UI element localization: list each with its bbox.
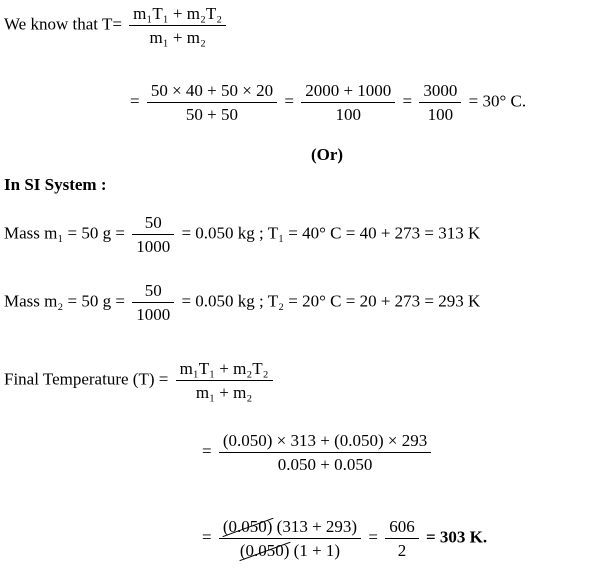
fraction-denominator: 0.050 + 0.050 [277, 455, 373, 474]
total-fraction [419, 82, 461, 123]
substitution-fraction [147, 82, 277, 123]
final-temperature-fraction [176, 360, 273, 401]
mass-one-fraction [132, 214, 174, 255]
fraction-numerator: m₁T₁ + m₂T₂ [129, 5, 226, 26]
or-separator: (Or) [311, 145, 344, 164]
equals-sign: = [402, 91, 413, 111]
fraction-denominator: 1000 [136, 305, 171, 324]
simplified-fraction [385, 518, 419, 559]
final-result: = 303 K. [425, 527, 488, 547]
equals-sign: = [130, 91, 140, 111]
fraction-denominator [219, 539, 361, 559]
fraction-denominator: 50 + 50 [185, 105, 239, 124]
numerator-remainder: (313 + 293) [272, 517, 358, 536]
fraction-denominator: 2 [397, 541, 407, 560]
si-system-heading: In SI System : [4, 175, 107, 194]
fraction-numerator: 606 [385, 518, 419, 539]
mass-one-conversion: = 0.050 kg ; T₁ = 40° C = 40 + 273 = 313 K [181, 223, 481, 243]
result-text: = 30° C. [468, 91, 527, 111]
fraction-numerator: m₁T₁ + m₂T₂ [176, 360, 273, 381]
fraction-denominator: m₁ + m₂ [195, 383, 253, 402]
general-formula-fraction [129, 5, 226, 46]
fraction-denominator: 1000 [136, 237, 171, 256]
fraction-numerator: 50 [132, 282, 174, 303]
mass-two-line [4, 282, 480, 323]
general-formula-line [4, 5, 229, 46]
fraction-numerator [219, 518, 361, 539]
calculation-line [130, 82, 526, 123]
fraction-denominator: 100 [335, 105, 361, 124]
fraction-denominator: m₁ + m₂ [149, 28, 206, 47]
fraction-numerator: 2000 + 1000 [301, 82, 395, 103]
equals-sign: = [368, 527, 378, 547]
fraction-numerator: 3000 [419, 82, 461, 103]
formula-lead: We know that T= [4, 14, 122, 34]
fraction-numerator: 50 × 40 + 50 × 20 [147, 82, 277, 103]
si-substitution-fraction [219, 432, 431, 473]
final-temperature-line [4, 360, 276, 401]
cancellation-fraction [219, 518, 361, 559]
equals-sign: = [202, 441, 212, 461]
mass-two-conversion: = 0.050 kg ; T₂ = 20° C = 20 + 273 = 293 K [181, 291, 481, 311]
final-temperature-lead: Final Temperature (T) = [4, 369, 169, 389]
mass-one-line [4, 214, 480, 255]
mass-one-lead: Mass m₁ = 50 g = [4, 223, 125, 243]
fraction-numerator: 50 [132, 214, 174, 235]
denominator-remainder: (1 + 1) [289, 541, 341, 560]
mass-two-fraction [132, 282, 174, 323]
fraction-denominator: 100 [427, 105, 454, 124]
sum-fraction [301, 82, 395, 123]
equals-sign: = [284, 91, 294, 111]
cancelled-factor: (0.050) [222, 517, 273, 536]
mass-two-lead: Mass m₂ = 50 g = [4, 291, 125, 311]
fraction-numerator: (0.050) × 313 + (0.050) × 293 [219, 432, 431, 453]
si-result-line [202, 518, 487, 559]
equals-sign: = [202, 527, 212, 547]
cancelled-factor: (0.050) [239, 541, 290, 560]
si-substitution-line [202, 432, 434, 473]
